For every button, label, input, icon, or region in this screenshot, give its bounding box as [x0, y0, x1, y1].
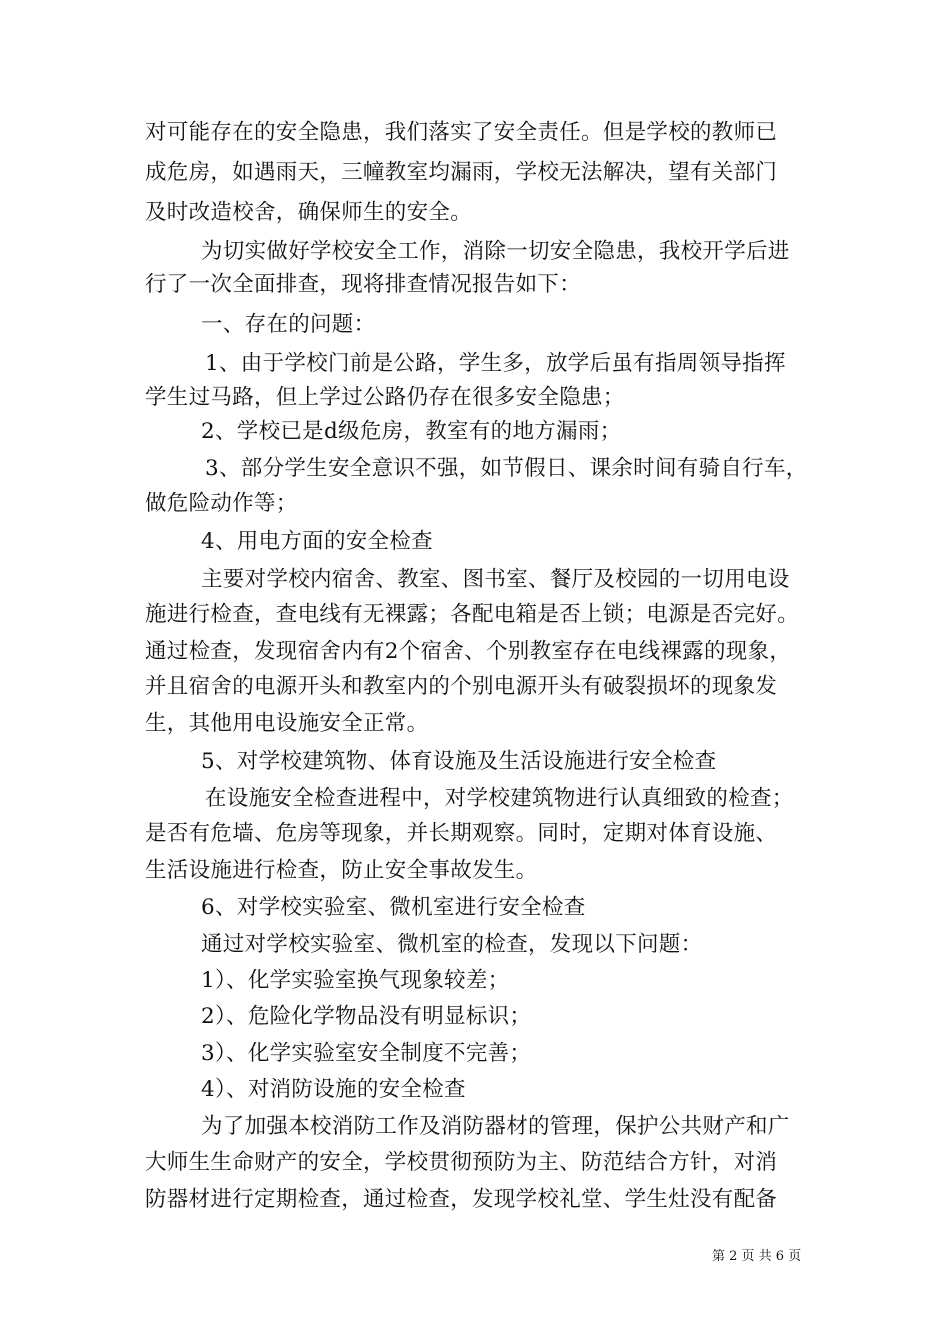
text-line: 2、学校已是d级危房，教室有的地方漏雨； [201, 419, 622, 444]
text-line: 及时改造校舍，确保师生的安全。 [145, 200, 473, 225]
text-line: 生活设施进行检查，防止安全事故发生。 [145, 858, 538, 883]
text-line: 是否有危墙、危房等现象，并长期观察。同时，定期对体育设施、 [145, 821, 778, 846]
text-line: 为切实做好学校安全工作，消除一切安全隐患，我校开学后进 [201, 239, 790, 264]
text-line: 成危房，如遇雨天，三幢教室均漏雨，学校无法解决，望有关部门 [145, 160, 778, 185]
text-line: 在设施安全检查进程中，对学校建筑物进行认真细致的检查； [205, 786, 794, 811]
text-line: 学生过马路，但上学过公路仍存在很多安全隐患； [145, 385, 625, 410]
text-line: 1）、化学实验室换气现象较差； [201, 968, 510, 993]
text-line: 3、部分学生安全意识不强，如节假日、课余时间有骑自行车， [205, 456, 808, 481]
text-line: 防器材进行定期检查，通过检查，发现学校礼堂、学生灶没有配备 [145, 1187, 778, 1212]
text-line: 通过检查，发现宿舍内有2个宿舍、个别教室存在电线裸露的现象， [145, 639, 792, 664]
page-number: 第 2 页 共 6 页 [712, 1249, 802, 1264]
text-line: 3）、化学实验室安全制度不完善； [201, 1041, 532, 1066]
text-line: 对可能存在的安全隐患，我们落实了安全责任。但是学校的教师已 [145, 120, 778, 145]
text-line: 生，其他用电设施安全正常。 [145, 711, 429, 736]
text-line: 一、存在的问题： [201, 312, 376, 337]
text-line: 大师生生命财产的安全，学校贯彻预防为主、防范结合方针，对消 [145, 1150, 778, 1175]
text-line: 5、对学校建筑物、体育设施及生活设施进行安全检查 [201, 749, 717, 774]
text-line: 6、对学校实验室、微机室进行安全检查 [201, 895, 586, 920]
text-line: 4、用电方面的安全检查 [201, 529, 433, 554]
text-line: 做危险动作等； [145, 491, 298, 516]
text-line: 主要对学校内宿舍、教室、图书室、餐厅及校园的一切用电设 [201, 567, 790, 592]
text-line: 2）、危险化学物品没有明显标识； [201, 1004, 532, 1029]
text-line: 为了加强本校消防工作及消防器材的管理，保护公共财产和广 [201, 1114, 790, 1139]
text-line: 并且宿舍的电源开头和教室内的个别电源开头有破裂损坏的现象发 [145, 674, 778, 699]
text-line: 行了一次全面排查，现将排查情况报告如下： [145, 272, 582, 297]
text-line: 通过对学校实验室、微机室的检查，发现以下问题： [201, 932, 703, 957]
text-line: 1、由于学校门前是公路，学生多，放学后虽有指周领导指挥 [205, 351, 786, 376]
text-line: 施进行检查，查电线有无裸露；各配电箱是否上锁；电源是否完好。 [145, 602, 800, 627]
text-line: 4）、对消防设施的安全检查 [201, 1077, 466, 1102]
